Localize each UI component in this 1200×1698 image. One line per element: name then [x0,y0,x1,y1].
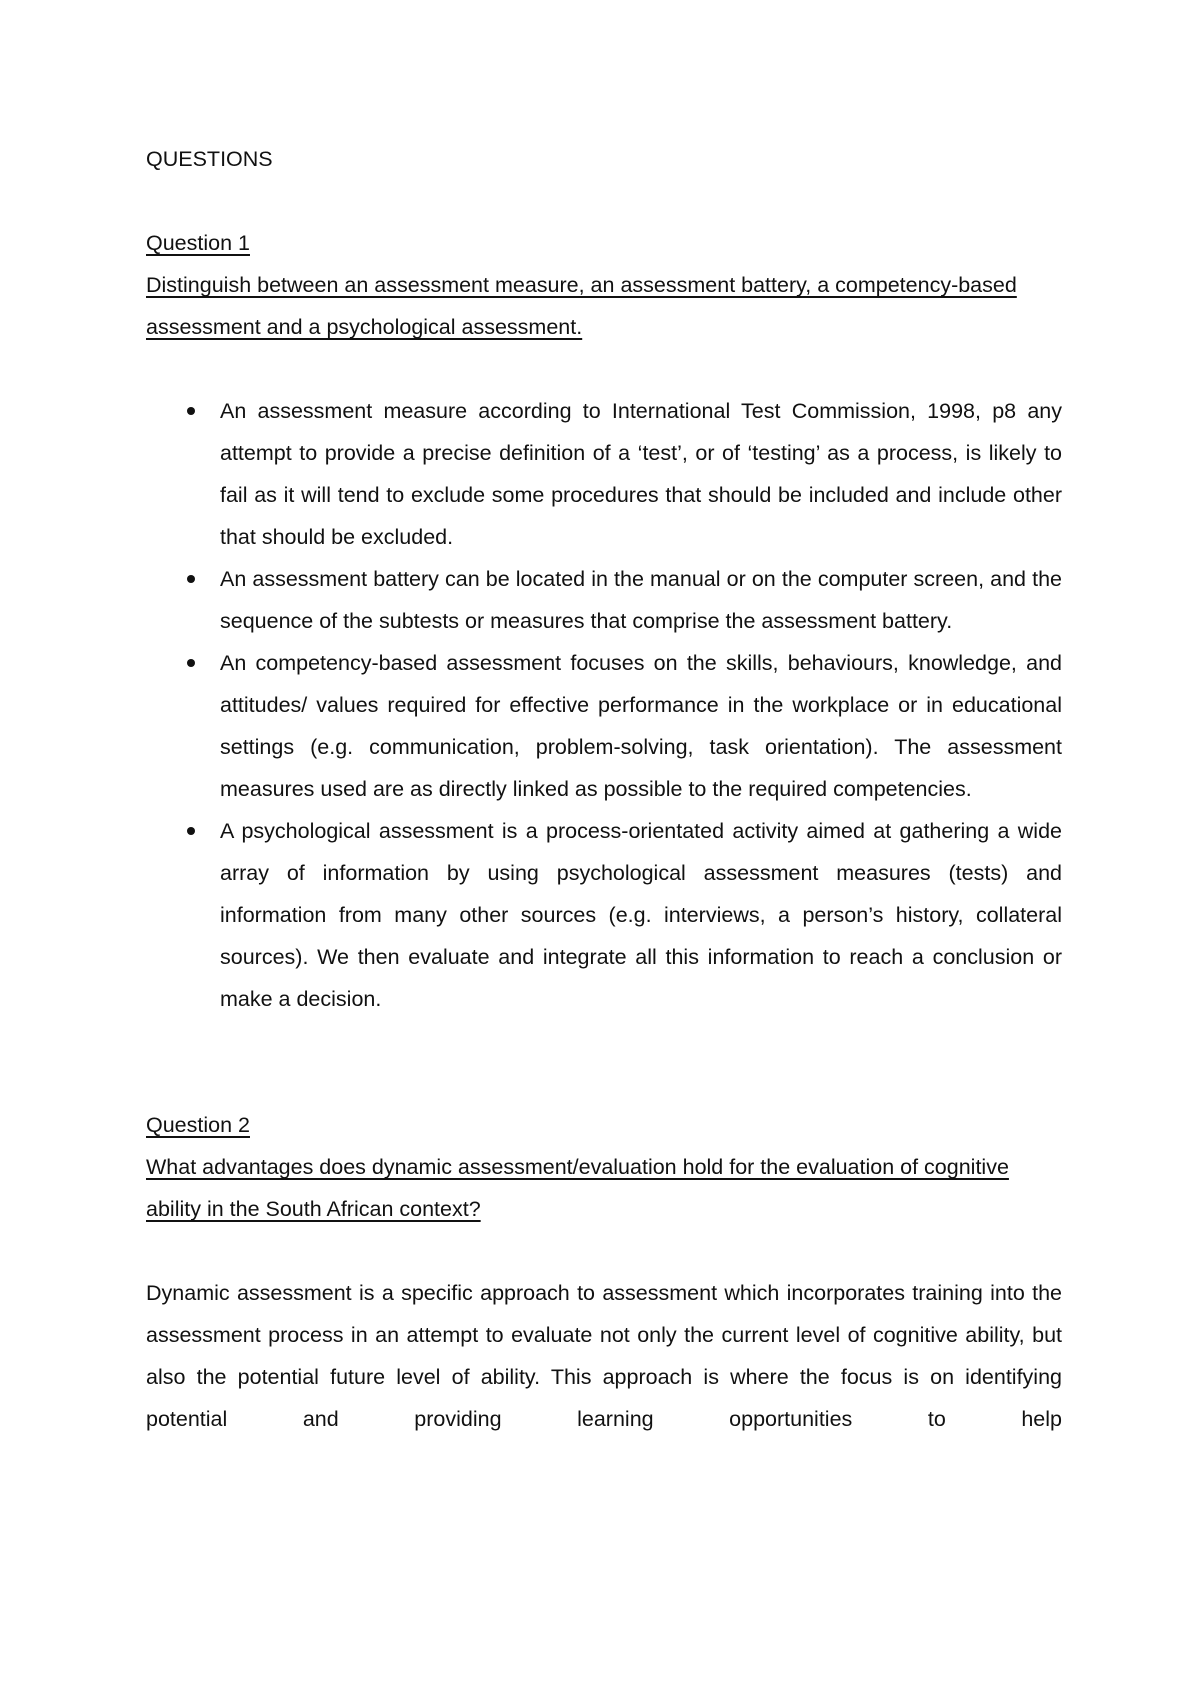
bullet-icon [187,575,195,583]
list-item [146,390,1062,558]
list-item-text: An competency-based assessment focuses on the skills, behaviours, knowledge, and attitudes/ values required for effective performance in the workplace or in educational settings (e.g. communication, problem-solving, task orientation). The assessment measures used are as directly linked as possible to the required competencies. [220,651,1062,801]
question-2-label: Question 2 [146,1113,250,1137]
list-item [146,810,1062,1020]
question-2-text: What advantages does dynamic assessment/evaluation hold for the evaluation of cognitive ability in the South African context? [146,1155,1009,1221]
question-1-answer-list [146,390,1062,1020]
list-item [146,558,1062,642]
list-item-text: An assessment battery can be located in the manual or on the computer screen, and the sequence of the subtests or measures that comprise the assessment battery. [220,567,1062,633]
page-heading: QUESTIONS [146,147,273,171]
list-item-text: A psychological assessment is a process-orientated activity aimed at gathering a wide array of information by using psychological assessment measures (tests) and information from many other sources (e.g. interviews, a person’s history, collateral sources). We then evaluate and integrate all this information to reach a conclusion or make a decision. [220,819,1062,1011]
question-1-text: Distinguish between an assessment measure, an assessment battery, a competency-based assessment and a psychological assessment. [146,273,1017,339]
list-item [146,642,1062,810]
list-item-text: An assessment measure according to International Test Commission, 1998, p8 any attempt to provide a precise definition of a ‘test’, or of ‘testing’ as a process, is likely to fail as it will tend to exclude some procedures that should be included and include other that should be excluded. [220,399,1062,549]
bullet-icon [187,659,195,667]
bullet-icon [187,827,195,835]
question-2-answer: Dynamic assessment is a specific approach to assessment which incorporates training into the assessment process in an attempt to evaluate not only the current level of cognitive ability, but also the potential future level of ability. This approach is where the focus is on identifying potential and providing learning opportunities to help [146,1281,1062,1431]
question-1-label: Question 1 [146,231,250,255]
bullet-icon [187,407,195,415]
document-content [146,138,1062,1440]
